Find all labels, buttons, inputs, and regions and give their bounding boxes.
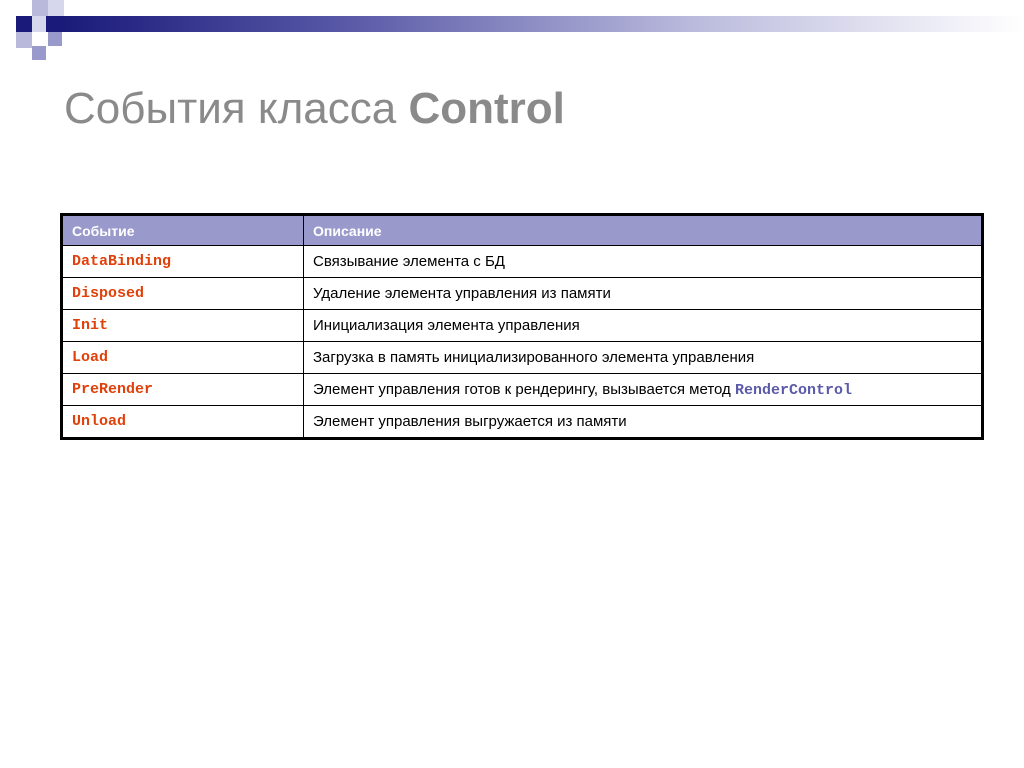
description-text: Связывание элемента с БД	[313, 253, 505, 270]
table-row	[62, 374, 983, 406]
deco-square-navy-2	[46, 16, 62, 32]
deco-gradient-bar	[62, 16, 1024, 32]
event-description	[304, 342, 983, 374]
deco-square-lavender-4	[16, 32, 32, 48]
table-row	[62, 278, 983, 310]
table-row	[62, 246, 983, 278]
deco-square-lavender-2	[48, 0, 64, 16]
method-name: RenderControl	[734, 381, 852, 399]
description-text: Инициализация элемента управления	[313, 317, 580, 334]
table-header-row	[62, 215, 983, 246]
slide-decoration	[0, 0, 1024, 64]
description-text: Элемент управления выгружается из памяти	[313, 413, 627, 430]
event-description	[304, 406, 983, 439]
event-name: Load	[62, 342, 304, 374]
header-description: Описание	[304, 215, 983, 246]
event-name: Init	[62, 310, 304, 342]
table-row	[62, 406, 983, 439]
event-name: Disposed	[62, 278, 304, 310]
event-name: PreRender	[62, 374, 304, 406]
event-description	[304, 246, 983, 278]
description-text: Элемент управления готов к рендерингу, вызывается метод	[313, 380, 735, 398]
deco-square-lavender-6	[32, 46, 46, 60]
slide-title	[64, 84, 565, 134]
table-row	[62, 310, 983, 342]
header-event: Событие	[62, 215, 304, 246]
description-text: Загрузка в память инициализированного элемента управления	[313, 349, 755, 366]
table-row	[62, 342, 983, 374]
event-description	[304, 310, 983, 342]
event-description	[304, 374, 983, 406]
events-table	[60, 213, 984, 440]
title-prefix: События класса	[64, 84, 409, 133]
description-text: Удаление элемента управления из памяти	[313, 285, 611, 302]
event-name: Unload	[62, 406, 304, 439]
deco-square-navy-1	[16, 16, 32, 32]
event-description	[304, 278, 983, 310]
deco-square-lavender-1	[32, 0, 48, 16]
title-emphasis: Control	[408, 84, 565, 133]
event-name: DataBinding	[62, 246, 304, 278]
deco-square-lavender-5	[48, 32, 62, 46]
